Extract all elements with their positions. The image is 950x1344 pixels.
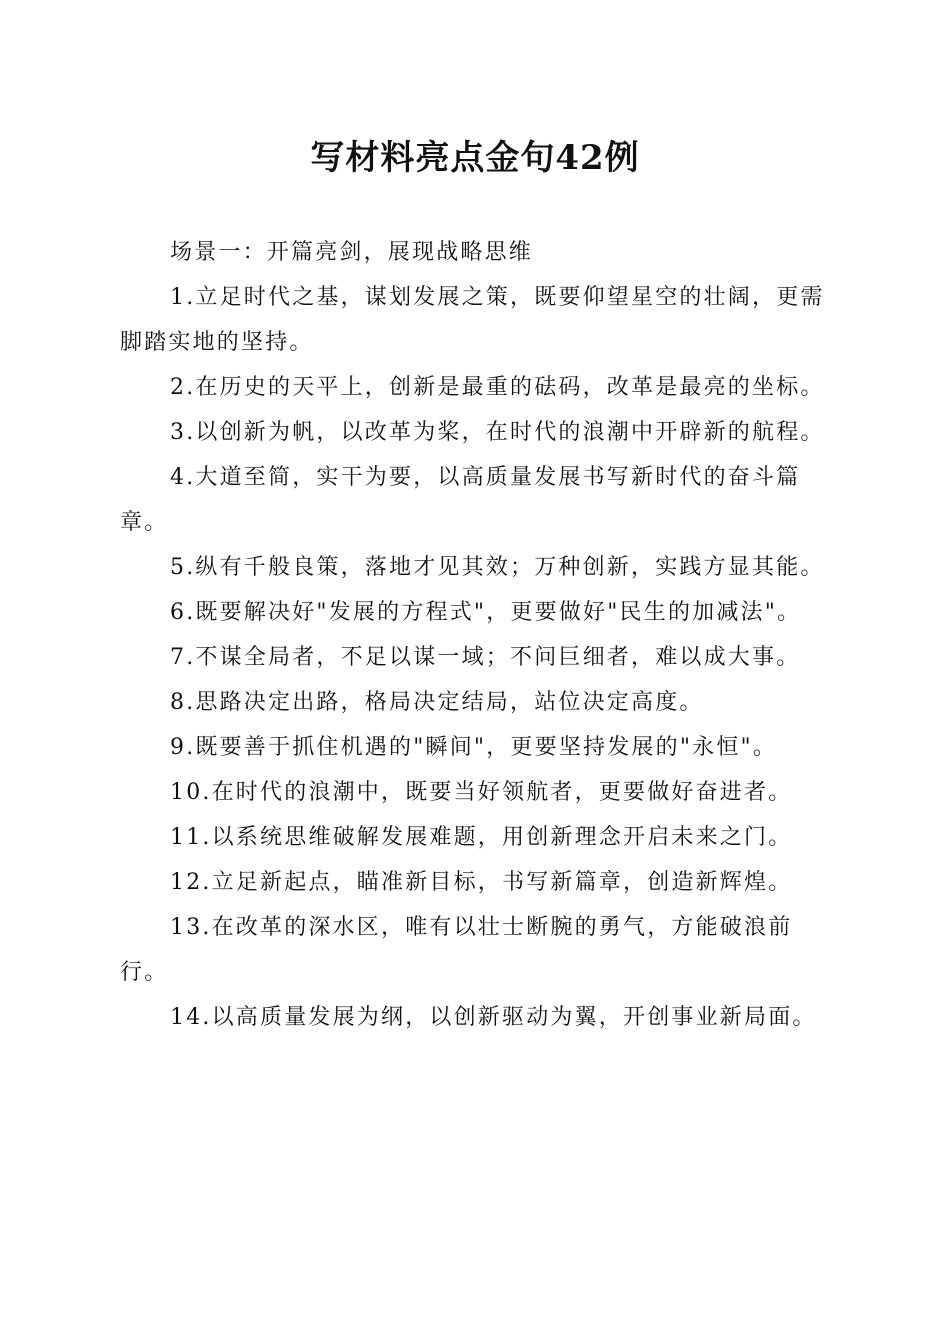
paragraph: 8.思路决定出路，格局决定结局，站位决定高度。	[170, 690, 704, 715]
document-body	[120, 230, 832, 1040]
paragraph: 9.既要善于抓住机遇的"瞬间"，更要坚持发展的"永恒"。	[170, 735, 778, 760]
paragraph: 4.大道至简，实干为要，以高质量发展书写新时代的奋斗篇章。	[120, 465, 801, 535]
paragraph: 14.以高质量发展为纲，以创新驱动为翼，开创事业新局面。	[170, 1005, 817, 1030]
document-title: 写材料亮点金句42例	[310, 138, 640, 178]
paragraph: 13.在改革的深水区，唯有以壮士断腕的勇气，方能破浪前行。	[120, 915, 793, 985]
paragraph: 7.不谋全局者，不足以谋一域；不问巨细者，难以成大事。	[170, 645, 801, 670]
section-heading: 场景一：开篇亮剑，展现战略思维	[170, 240, 534, 265]
paragraph: 12.立足新起点，瞄准新目标，书写新篇章，创造新辉煌。	[170, 870, 793, 895]
paragraph: 11.以系统思维破解发展难题，用创新理念开启未来之门。	[170, 825, 793, 850]
paragraph: 1.立足时代之基，谋划发展之策，既要仰望星空的壮阔，更需脚踏实地的坚持。	[120, 285, 825, 355]
paragraph: 5.纵有千般良策，落地才见其效；万种创新，实践方显其能。	[170, 555, 825, 580]
paragraph: 3.以创新为帆，以改革为桨，在时代的浪潮中开辟新的航程。	[170, 420, 825, 445]
paragraph: 10.在时代的浪潮中，既要当好领航者，更要做好奋进者。	[170, 780, 793, 805]
paragraph: 6.既要解决好"发展的方程式"，更要做好"民生的加减法"。	[170, 600, 802, 625]
paragraph: 2.在历史的天平上，创新是最重的砝码，改革是最亮的坐标。	[170, 375, 825, 400]
